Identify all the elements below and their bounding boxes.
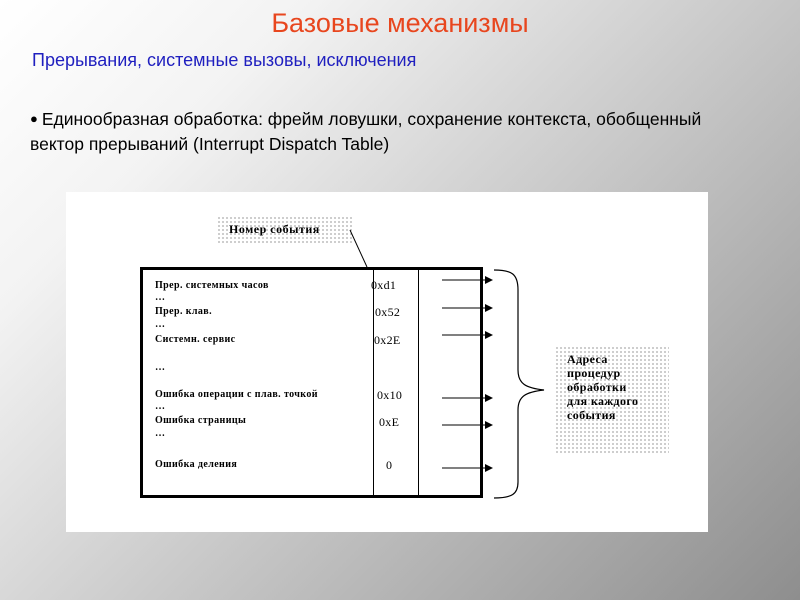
row-code: 0xd1 xyxy=(371,278,397,292)
curly-brace xyxy=(494,270,544,498)
diagram-connectors xyxy=(66,192,708,532)
row-code: 0x2E xyxy=(374,333,401,347)
handler-label-line: события xyxy=(567,408,616,422)
slide-subtitle: Прерывания, системные вызовы, исключения xyxy=(32,50,417,70)
row-name: Прер. системных часов xyxy=(155,280,269,291)
handler-label-line: процедур xyxy=(567,366,621,380)
row-code: 0x10 xyxy=(377,388,403,402)
row-name: Ошибка операции с плав. точкой xyxy=(155,389,318,400)
row-ellipsis: … xyxy=(155,292,166,303)
row-name: Прер. клав. xyxy=(155,306,213,317)
slide-title: Базовые механизмы xyxy=(271,8,529,38)
event-number-pointer xyxy=(350,230,367,267)
handler-arrows xyxy=(442,280,492,468)
bullet-text: Единообразная обработка: фрейм ловушки, сохранение контекста, обобщенный вектор прерываний (Interrupt Dispatch Table) xyxy=(30,109,702,154)
row-ellipsis: … xyxy=(155,428,166,439)
row-ellipsis: … xyxy=(155,401,166,412)
handler-label-line: для каждого xyxy=(567,394,639,408)
row-code: 0xE xyxy=(379,415,400,429)
row-name: Ошибка деления xyxy=(155,459,238,470)
idt-diagram xyxy=(66,192,708,532)
row-ellipsis: … xyxy=(155,362,166,373)
bullet-point xyxy=(30,106,730,157)
handler-label-line: Адреса xyxy=(567,352,608,366)
bullet-icon: ● xyxy=(30,111,38,126)
row-code: 0 xyxy=(386,458,393,472)
row-name: Ошибка страницы xyxy=(155,415,247,426)
row-ellipsis: … xyxy=(155,319,166,330)
row-code: 0x52 xyxy=(375,305,401,319)
row-name: Системн. сервис xyxy=(155,334,236,345)
event-number-label: Номер события xyxy=(217,216,352,244)
handler-label-line: обработки xyxy=(567,380,627,394)
